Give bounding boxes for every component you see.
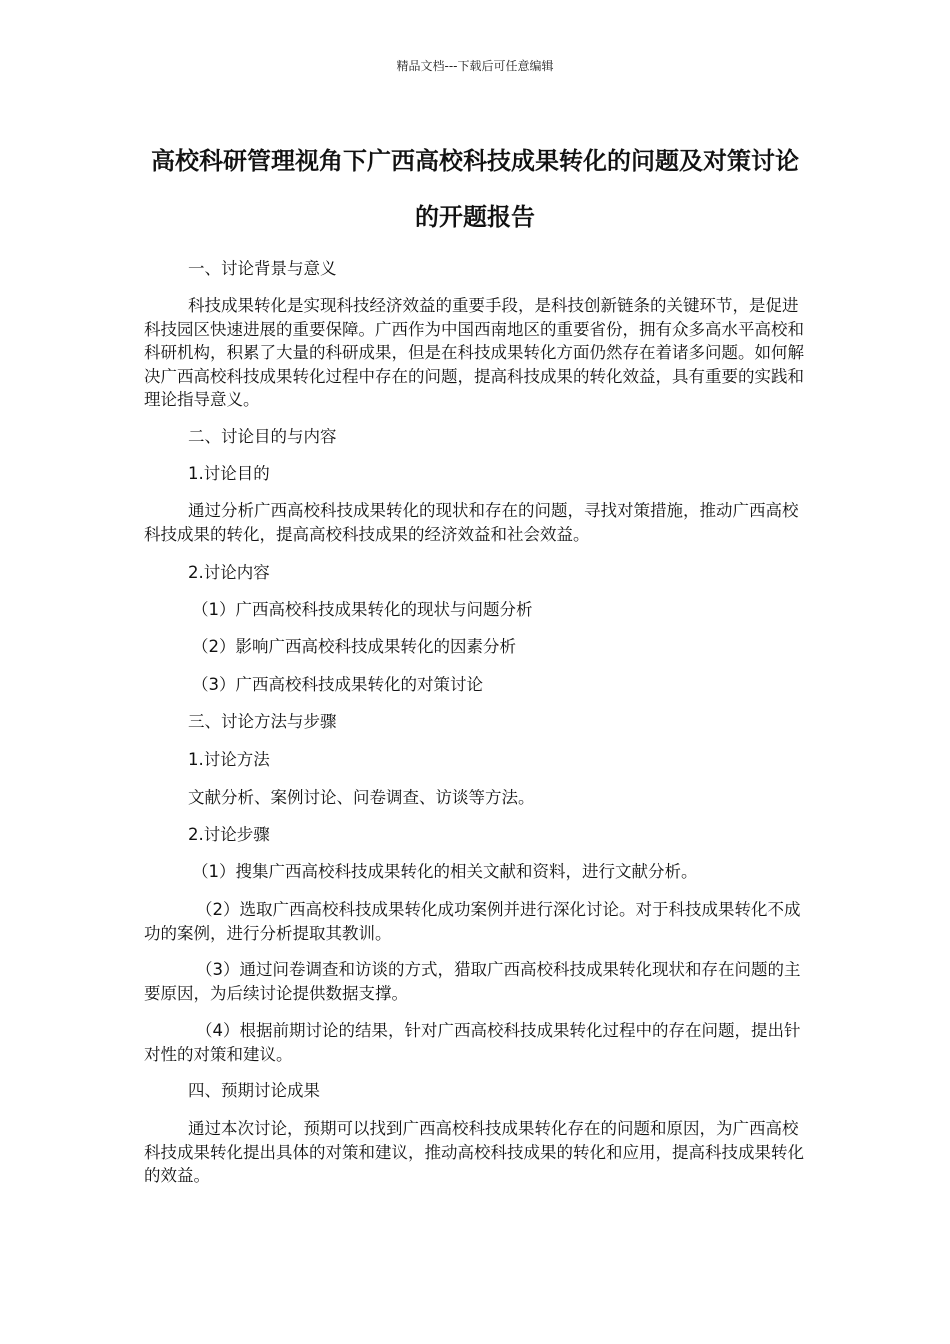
step-item-4: （4）根据前期讨论的结果，针对广西高校科技成果转化过程中的存在问题，提出针对性的对策和建议。 <box>144 1021 801 1064</box>
paragraph-background: 科技成果转化是实现科技经济效益的重要手段，是科技创新链条的关键环节，是促进科技园区快速进展的重要保障。广西作为中国西南地区的重要省份，拥有众多高水平高校和科研机构，积累了大量的科研成果，但是在科技成果转化方面仍然存在着诸多问题。如何解决广西高校科技成果转化过程中存在的问题，提高科技成果的转化效益，具有重要的实践和理论指导意义。 <box>144 296 804 409</box>
section-heading-methods: 三、讨论方法与步骤 <box>188 712 337 731</box>
step-item-3: （3）通过问卷调查和访谈的方式，猎取广西高校科技成果转化现状和存在问题的主要原因，为后续讨论提供数据支撑。 <box>144 960 801 1003</box>
subheading-methods: 1.讨论方法 <box>188 750 270 769</box>
section-heading-background: 一、讨论背景与意义 <box>188 259 337 278</box>
content-item-2: （2）影响广西高校科技成果转化的因素分析 <box>192 637 516 656</box>
content-item-1: （1）广西高校科技成果转化的现状与问题分析 <box>192 600 533 619</box>
content-item-3: （3）广西高校科技成果转化的对策讨论 <box>192 675 483 694</box>
subheading-purpose: 1.讨论目的 <box>188 464 270 483</box>
subheading-content: 2.讨论内容 <box>188 563 270 582</box>
paragraph-expected-results: 通过本次讨论，预期可以找到广西高校科技成果转化存在的问题和原因，为广西高校科技成果转化提出具体的对策和建议，推动高校科技成果的转化和应用，提高科技成果转化的效益。 <box>144 1119 804 1185</box>
paragraph-methods: 文献分析、案例讨论、问卷调查、访谈等方法。 <box>188 788 535 807</box>
step-item-1: （1）搜集广西高校科技成果转化的相关文献和资料，进行文献分析。 <box>192 862 698 881</box>
document-title: 高校科研管理视角下广西高校科技成果转化的问题及对策讨论的开题报告 <box>151 147 799 231</box>
section-heading-purpose-content: 二、讨论目的与内容 <box>188 427 337 446</box>
section-heading-expected-results: 四、预期讨论成果 <box>188 1081 320 1100</box>
subheading-steps: 2.讨论步骤 <box>188 825 270 844</box>
page-header-note: 精品文档---下载后可任意编辑 <box>396 59 554 73</box>
paragraph-purpose: 通过分析广西高校科技成果转化的现状和存在的问题，寻找对策措施，推动广西高校科技成果的转化，提高高校科技成果的经济效益和社会效益。 <box>144 501 799 544</box>
step-item-2: （2）选取广西高校科技成果转化成功案例并进行深化讨论。对于科技成果转化不成功的案例，进行分析提取其教训。 <box>144 900 801 943</box>
